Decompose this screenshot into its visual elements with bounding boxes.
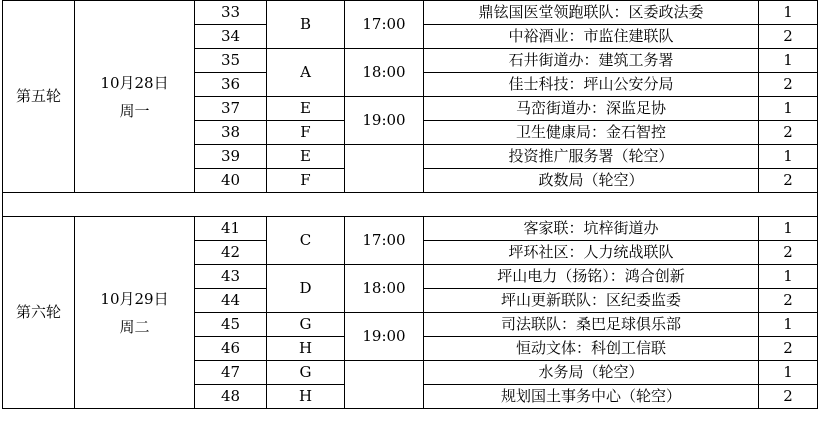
separator-row xyxy=(3,193,818,217)
group-cell: H xyxy=(267,337,345,361)
match-teams: 鼎铉国医堂领跑联队：区委政法委 xyxy=(424,1,759,25)
match-number: 37 xyxy=(195,97,267,121)
match-number: 38 xyxy=(195,121,267,145)
match-number: 47 xyxy=(195,361,267,385)
field-number: 2 xyxy=(759,73,818,97)
field-number: 1 xyxy=(759,49,818,73)
match-number: 41 xyxy=(195,217,267,241)
match-teams: 马峦街道办：深监足协 xyxy=(424,97,759,121)
group-cell: G xyxy=(267,313,345,337)
kickoff-time: 19:00 xyxy=(345,313,424,361)
field-number: 1 xyxy=(759,217,818,241)
match-number: 45 xyxy=(195,313,267,337)
kickoff-time: 18:00 xyxy=(345,49,424,97)
field-number: 1 xyxy=(759,361,818,385)
round-label: 第六轮 xyxy=(3,217,75,409)
match-teams: 石井街道办：建筑工务署 xyxy=(424,49,759,73)
field-number: 2 xyxy=(759,25,818,49)
match-number: 35 xyxy=(195,49,267,73)
match-date: 10月29日 xyxy=(100,289,169,308)
match-teams: 佳士科技：坪山公安分局 xyxy=(424,73,759,97)
match-number: 48 xyxy=(195,385,267,409)
group-cell: E xyxy=(267,97,345,121)
group-cell: F xyxy=(267,169,345,193)
match-weekday: 周二 xyxy=(119,317,150,336)
match-teams: 坪环社区：人力统战联队 xyxy=(424,241,759,265)
field-number: 1 xyxy=(759,97,818,121)
match-number: 46 xyxy=(195,337,267,361)
match-number: 39 xyxy=(195,145,267,169)
match-teams: 规划国土事务中心（轮空） xyxy=(424,385,759,409)
table-row xyxy=(3,217,818,241)
match-number: 34 xyxy=(195,25,267,49)
group-cell: D xyxy=(267,265,345,313)
round-label: 第五轮 xyxy=(3,1,75,193)
field-number: 2 xyxy=(759,169,818,193)
match-teams: 卫生健康局：金石智控 xyxy=(424,121,759,145)
field-number: 2 xyxy=(759,241,818,265)
match-teams: 投资推广服务署（轮空） xyxy=(424,145,759,169)
field-number: 1 xyxy=(759,1,818,25)
table-row xyxy=(3,1,818,25)
match-weekday: 周一 xyxy=(119,101,150,120)
field-number: 2 xyxy=(759,337,818,361)
kickoff-time: 17:00 xyxy=(345,217,424,265)
match-number: 33 xyxy=(195,1,267,25)
match-number: 43 xyxy=(195,265,267,289)
match-teams: 中裕酒业：市监住建联队 xyxy=(424,25,759,49)
separator-cell xyxy=(3,193,818,217)
kickoff-time xyxy=(345,361,424,409)
match-schedule-table xyxy=(2,0,818,409)
field-number: 2 xyxy=(759,385,818,409)
group-cell: F xyxy=(267,121,345,145)
date-cell xyxy=(75,217,195,409)
match-teams: 坪山电力（扬铭）：鸿合创新 xyxy=(424,265,759,289)
group-cell: E xyxy=(267,145,345,169)
match-teams: 恒动文体：科创工信联 xyxy=(424,337,759,361)
group-cell: C xyxy=(267,217,345,265)
match-number: 44 xyxy=(195,289,267,313)
match-teams: 司法联队：桑巴足球俱乐部 xyxy=(424,313,759,337)
date-cell xyxy=(75,1,195,193)
field-number: 1 xyxy=(759,265,818,289)
group-cell: A xyxy=(267,49,345,97)
match-teams: 坪山更新联队：区纪委监委 xyxy=(424,289,759,313)
kickoff-time: 17:00 xyxy=(345,1,424,49)
kickoff-time: 19:00 xyxy=(345,97,424,145)
field-number: 2 xyxy=(759,289,818,313)
field-number: 2 xyxy=(759,121,818,145)
field-number: 1 xyxy=(759,145,818,169)
group-cell: G xyxy=(267,361,345,385)
match-teams: 客家联：坑梓街道办 xyxy=(424,217,759,241)
field-number: 1 xyxy=(759,313,818,337)
kickoff-time: 18:00 xyxy=(345,265,424,313)
kickoff-time xyxy=(345,145,424,193)
match-number: 36 xyxy=(195,73,267,97)
match-teams: 政数局（轮空） xyxy=(424,169,759,193)
match-teams: 水务局（轮空） xyxy=(424,361,759,385)
match-date: 10月28日 xyxy=(100,73,169,92)
group-cell: H xyxy=(267,385,345,409)
group-cell: B xyxy=(267,1,345,49)
match-number: 40 xyxy=(195,169,267,193)
match-number: 42 xyxy=(195,241,267,265)
